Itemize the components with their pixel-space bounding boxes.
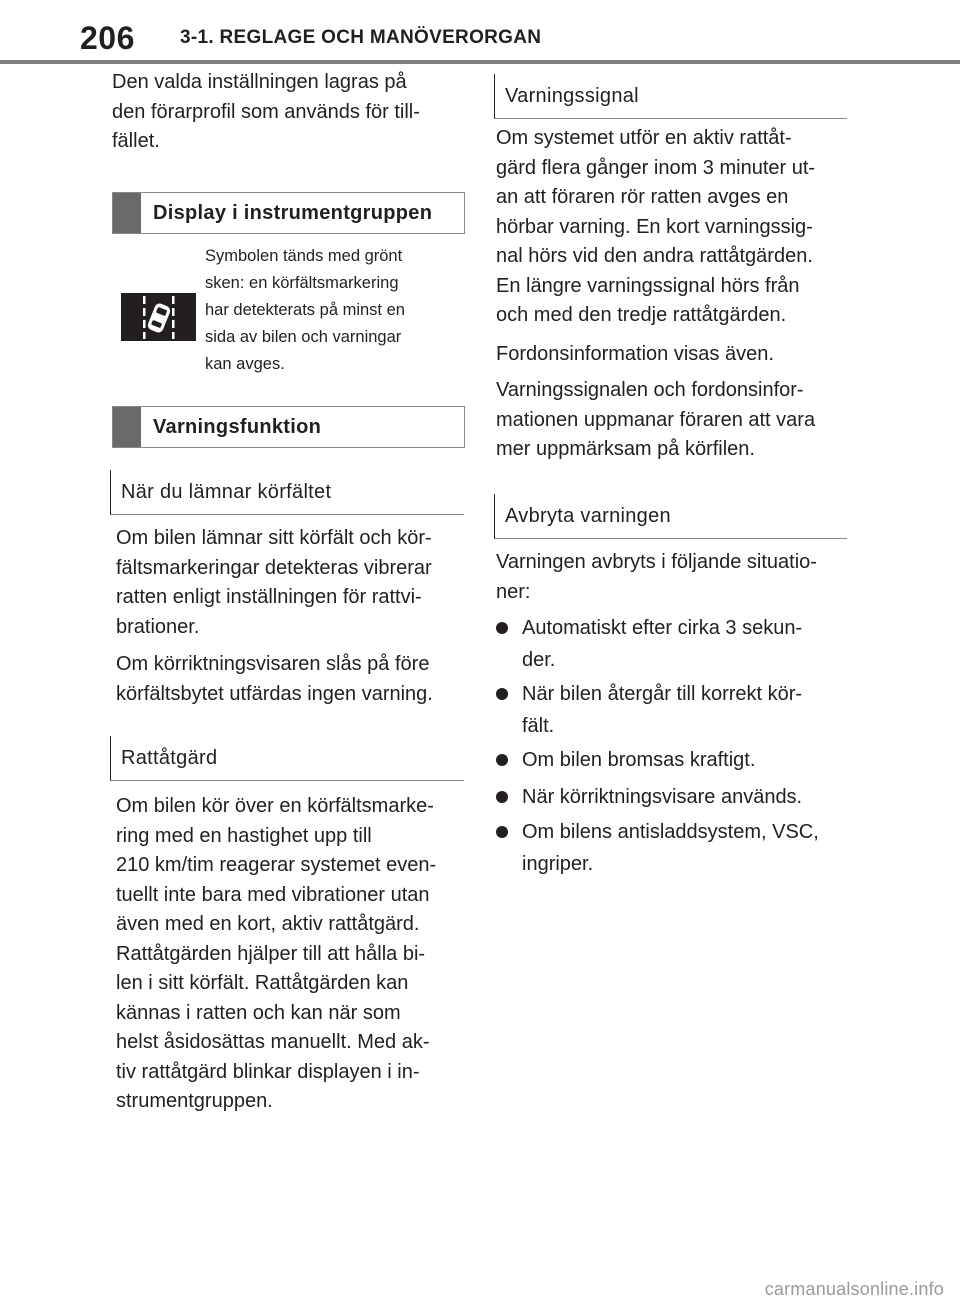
page-number: 206 [80,20,135,56]
watermark: carmanualsonline.info [764,1279,944,1299]
icon-description: Symbolen tänds med grönt sken: en körfältsmarkering har detekterats på minst en sida av bilen och varningar kan avges. [205,247,405,373]
cancel-warning-intro: Varningen avbryts i följande situatio- ner: [496,551,817,603]
leaving-lane-heading: När du lämnar körfältet [110,470,464,515]
warning-signal-paragraph-1: Om systemet utför en aktiv rattåt- gärd flera gånger inom 3 minuter ut- an att föraren rör ratten avges en hörbar varning. En kort varningssig- nal hörs vid den andra rattåtgärden. En längre varningssignal hörs från och med den tredje rattåtgärden. [496,127,816,326]
header-rule [0,60,960,64]
bullet-dot-icon [496,754,508,766]
heading-tab [113,193,141,233]
leaving-lane-paragraph-1: Om bilen lämnar sitt körfält och kör- fältsmarkeringar detekteras vibrerar ratten enligt inställningen för rattvi- brationer. [116,527,432,638]
bullet-dot-icon [496,791,508,803]
warning-function-heading: Varningsfunktion [112,406,465,448]
display-section-heading: Display i instrumentgruppen [112,192,465,234]
leaving-lane-paragraph-2: Om körriktningsvisaren slås på före körfältsbytet utfärdas ingen varning. [116,653,433,705]
bullet-dot-icon [496,622,508,634]
cancel-warning-heading: Avbryta varningen [494,494,847,539]
intro-paragraph: Den valda inställningen lagras på den förarprofil som används för till- fället. [112,71,420,152]
lane-departure-icon [121,293,196,341]
warning-signal-heading: Varningssignal [494,74,847,119]
chapter-title: 3-1. REGLAGE OCH MANÖVERORGAN [180,27,542,48]
bullet-dot-icon [496,826,508,838]
warning-signal-paragraph-2: Fordonsinformation visas även. [496,343,774,365]
heading-tab [113,407,141,447]
steering-action-paragraph: Om bilen kör över en körfältsmarke- ring med en hastighet upp till 210 km/tim reagerar systemet even- tuellt inte bara med vibrationer utan även med en kort, aktiv rattåtgärd. Rattåtgärden hjälper till att hålla bi- len i sitt körfält. Rattåtgärden kan kännas i ratten och kan när som helst åsidosättas manuellt. Med ak- tiv rattåtgärd blinkar displayen i in- strumentgruppen. [116,795,437,1112]
warning-signal-paragraph-3: Varningssignalen och fordonsinfor- mationen uppmanar föraren att vara mer uppmärksam på körfilen. [496,379,816,460]
steering-action-heading: Rattåtgärd [110,736,464,781]
bullet-dot-icon [496,688,508,700]
